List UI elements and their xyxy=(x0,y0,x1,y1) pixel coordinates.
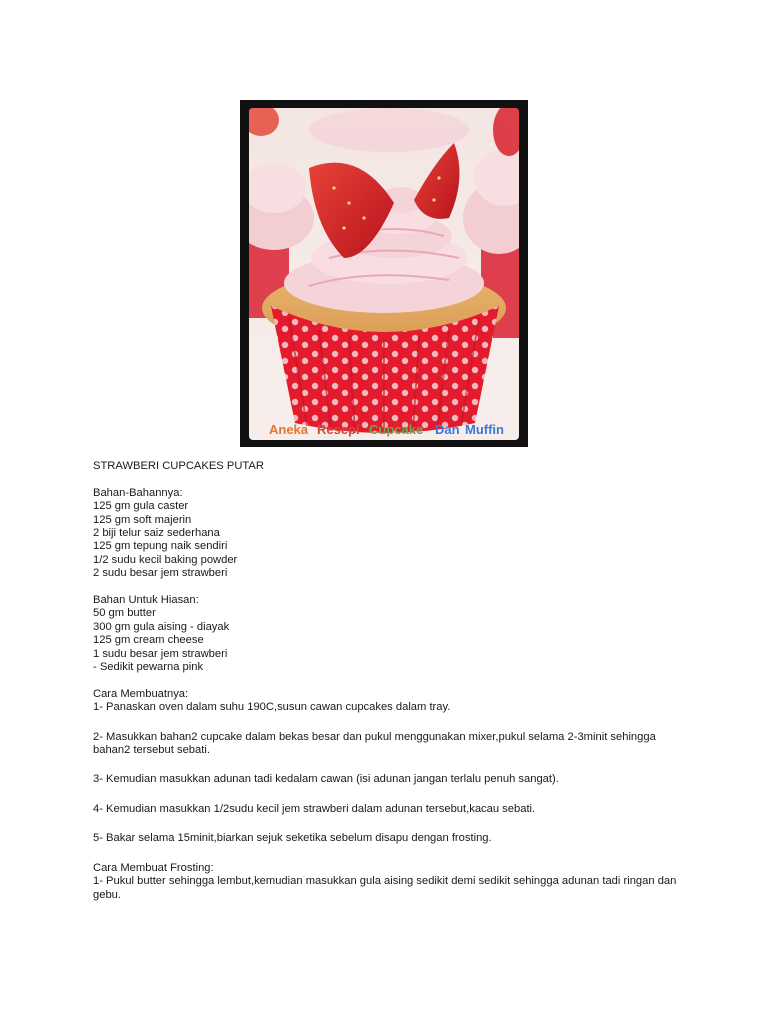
decoration-item: 300 gm gula aising - diayak xyxy=(93,620,230,633)
method-step: 3- Kemudian masukkan adunan tadi kedalam cawan (isi adunan jangan terlalu penuh sangat). xyxy=(93,773,559,786)
ingredient-item: 1/2 sudu kecil baking powder xyxy=(93,553,238,566)
watermark-word-4: Dan xyxy=(435,422,460,437)
watermark xyxy=(269,422,504,437)
watermark-word-1: Aneka xyxy=(269,422,309,437)
ingredient-item: 125 gm soft majerin xyxy=(93,513,192,526)
decoration-heading: Bahan Untuk Hiasan: xyxy=(93,594,199,607)
cupcake-photo xyxy=(240,100,528,447)
watermark-word-5: Muffin xyxy=(465,422,504,437)
recipe-title: STRAWBERI CUPCAKES PUTAR xyxy=(93,460,264,472)
method-step: 5- Bakar selama 15minit,biarkan sejuk seketika sebelum disapu dengan frosting. xyxy=(93,832,492,845)
method-step: 2- Masukkan bahan2 cupcake dalam bekas besar dan pukul menggunakan mixer,pukul selama 2-3minit sehingga bahan2 tersebut sebati. xyxy=(93,730,656,757)
method-heading: Cara Membuatnya: xyxy=(93,687,189,700)
cupcake-illustration xyxy=(249,108,519,440)
ingredient-item: 2 biji telur saiz sederhana xyxy=(93,527,220,540)
recipe-text xyxy=(93,460,693,902)
method-step: 1- Panaskan oven dalam suhu 190C,susun cawan cupcakes dalam tray. xyxy=(93,701,451,714)
watermark-word-2: Resepi xyxy=(317,422,360,437)
ingredient-item: 125 gm tepung naik sendiri xyxy=(93,540,228,553)
decoration-item: 1 sudu besar jem strawberi xyxy=(93,647,228,660)
frosting-step: 1- Pukul butter sehingga lembut,kemudian masukkan gula aising sedikit demi sedikit sehingga adunan tadi ringan dan gebu. xyxy=(93,875,677,901)
decoration-item: 50 gm butter xyxy=(93,607,156,620)
method-step: 4- Kemudian masukkan 1/2sudu kecil jem strawberi dalam adunan tersebut,kacau sebati. xyxy=(93,802,536,815)
ingredient-item: 2 sudu besar jem strawberi xyxy=(93,567,228,580)
frosting-heading: Cara Membuat Frosting: xyxy=(93,861,214,874)
watermark-word-3: Cupcake xyxy=(369,422,424,437)
ingredients-heading: Bahan-Bahannya: xyxy=(93,486,183,499)
ingredient-item: 125 gm gula caster xyxy=(93,500,189,513)
decoration-item: 125 gm cream cheese xyxy=(93,634,204,647)
decoration-item: - Sedikit pewarna pink xyxy=(93,661,204,674)
